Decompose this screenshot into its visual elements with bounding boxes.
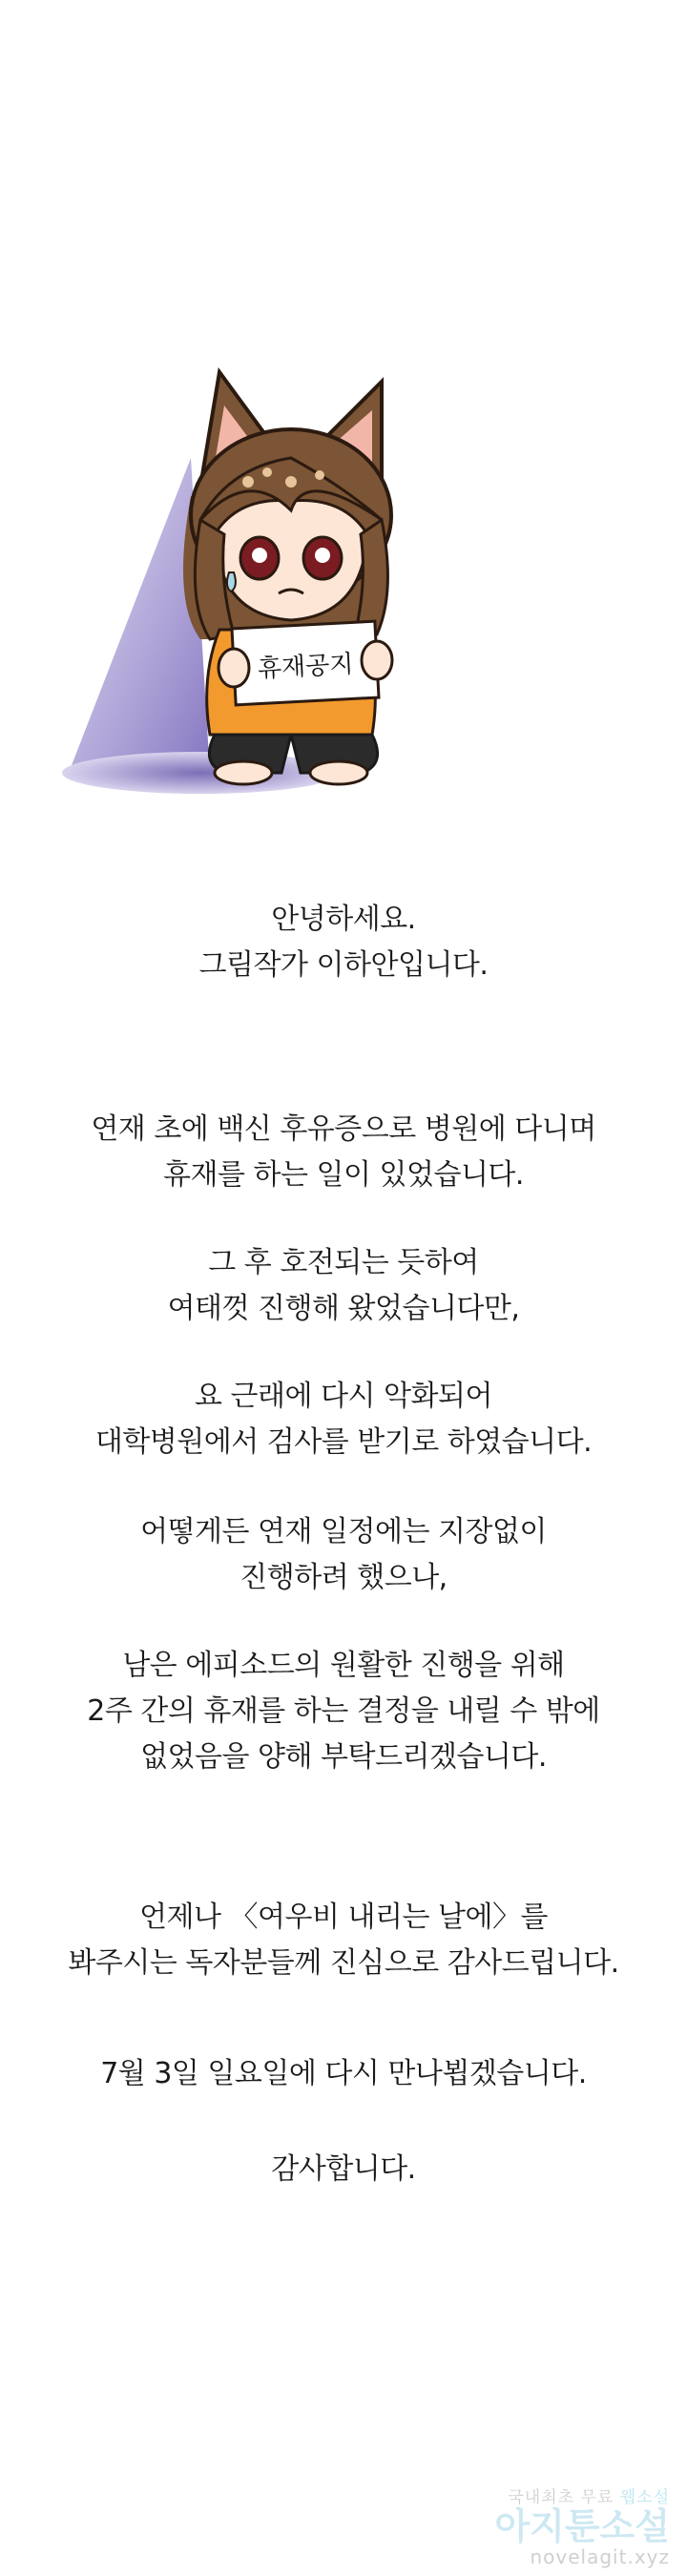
paragraph-2: [0, 1240, 687, 1332]
text-line: 대학병원에서 검사를 받기로 하였습니다.: [94, 1425, 593, 1459]
text-line: 어떻게든 연재 일정에는 지장없이: [140, 1515, 547, 1548]
greeting-block: [0, 897, 687, 988]
paragraph-4: [0, 1509, 687, 1601]
closing-thanks: [0, 1895, 687, 1986]
character-illustration: [57, 353, 458, 801]
notice-sign-text: 휴재공지: [257, 650, 355, 684]
paragraph-1: [0, 1107, 687, 1198]
text-line: 7월 3일 일요일에 다시 만나뵙겠습니다.: [100, 2057, 587, 2090]
closing-return-date: [0, 2051, 687, 2097]
text-line: 2주 간의 휴재를 하는 결정을 내릴 수 밖에: [87, 1694, 600, 1728]
text-line: 여태껏 진행해 왔었습니다만,: [167, 1292, 520, 1325]
text-line: 휴재를 하는 일이 있었습니다.: [163, 1158, 524, 1192]
text-line: 요 근래에 다시 악화되어: [195, 1380, 492, 1413]
sweat-drop-icon: [227, 572, 236, 592]
closing-sign-off: [0, 2147, 687, 2192]
greeting-line: 그림작가 이하안입니다.: [198, 948, 489, 982]
paragraph-3: [0, 1374, 687, 1465]
text-line: 봐주시는 독자분들께 진심으로 감사드립니다.: [68, 1946, 619, 1980]
watermark-tagline: 국내최초 무료 웹소설: [508, 2488, 670, 2507]
text-line: 남은 에피소드의 원활한 진행을 위해: [122, 1649, 565, 1682]
text-line: 연재 초에 백신 후유증으로 병원에 다니며: [91, 1112, 596, 1146]
text-line: 언제나 〈여우비 내리는 날에〉를: [139, 1901, 548, 1934]
text-line: 진행하려 했으나,: [239, 1561, 448, 1594]
greeting-line: 안녕하세요.: [271, 903, 416, 936]
text-line: 그 후 호전되는 듯하여: [208, 1246, 479, 1279]
watermark-url: novelagit.xyz: [530, 2545, 670, 2568]
text-line: 감사합니다.: [271, 2152, 416, 2186]
spotlight-beam: [67, 458, 210, 778]
text-line: 없었음을 양해 부탁드리겠습니다.: [140, 1740, 547, 1774]
site-watermark: [450, 2483, 670, 2568]
paragraph-5: [0, 1643, 687, 1780]
watermark-logo: 아지툰소설: [494, 2505, 670, 2547]
